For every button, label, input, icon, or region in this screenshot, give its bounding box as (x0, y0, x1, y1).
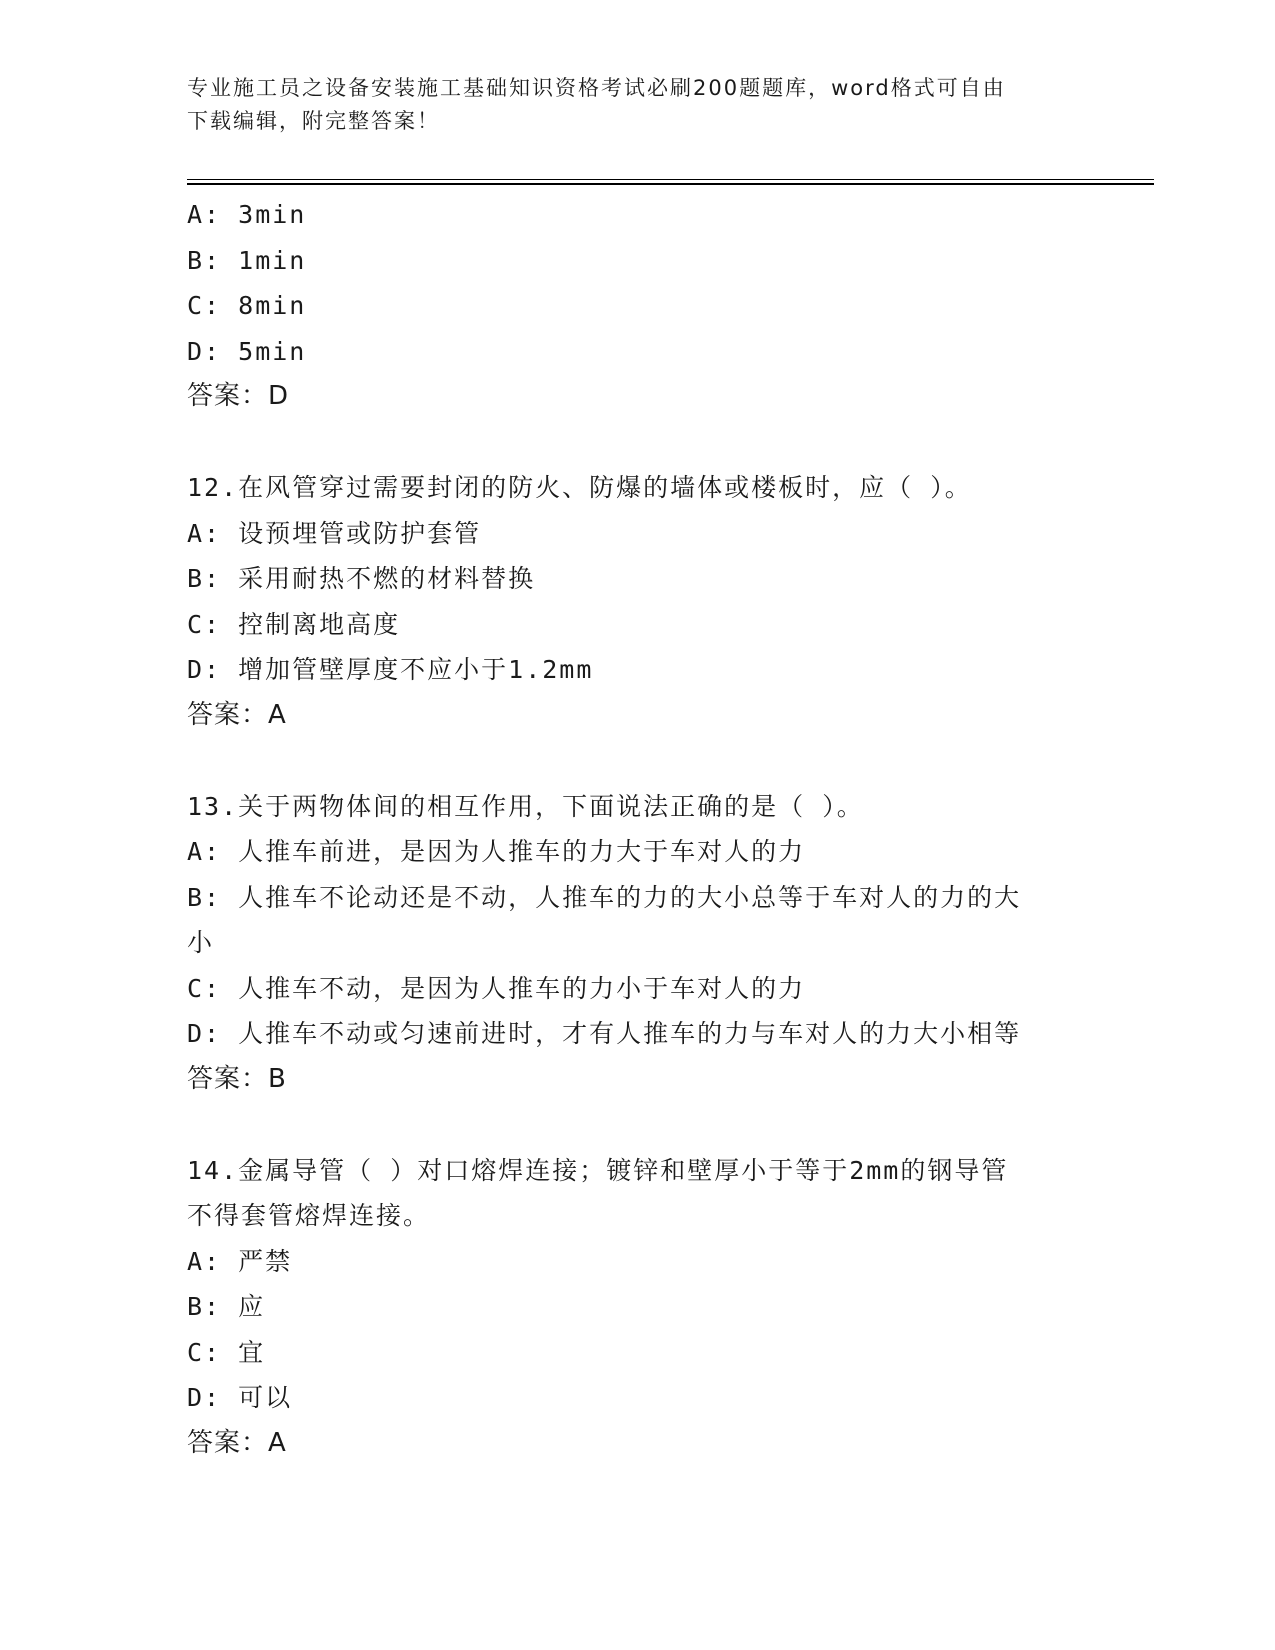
question-text: 13.关于两物体间的相互作用，下面说法正确的是（ ）。 (187, 791, 864, 821)
answer-value: A (268, 1427, 287, 1458)
question-list (187, 192, 1087, 1466)
header-line-2: 下载编辑，附完整答案！ (187, 109, 440, 133)
question-block (187, 1148, 1087, 1467)
question-block (187, 192, 1087, 420)
option-a: A: 设预埋管或防护套管 (187, 518, 482, 548)
option-b: B: 1min (187, 245, 307, 275)
option-b: B: 应 (187, 1292, 266, 1321)
answer-label: 答案： (187, 1427, 269, 1458)
answer-label: 答案： (187, 699, 269, 730)
option-d: D: 人推车不动或匀速前进时，才有人推车的力与车对人的力大小相等 (187, 1019, 1022, 1048)
option-a: A: 人推车前进，是因为人推车的力大于车对人的力 (187, 837, 806, 866)
option-b: B: 人推车不论动还是不动，人推车的力的大小总等于车对人的力的大 (187, 882, 1022, 912)
answer-label: 答案： (187, 381, 269, 411)
option-a: A: 3min (187, 200, 307, 229)
answer-line (187, 693, 1087, 739)
question-text: 12.在风管穿过需要封闭的防火、防爆的墙体或楼板时，应（ ）。 (187, 473, 972, 502)
answer-line (187, 1057, 1087, 1103)
spacer (187, 1102, 1087, 1148)
option-c: C: 宜 (187, 1337, 266, 1367)
header-line-1: 专业施工员之设备安装施工基础知识资格考试必刷200题题库，word格式可自由 (187, 76, 1006, 100)
option-c: C: 控制离地高度 (187, 609, 401, 639)
answer-line (187, 1421, 1087, 1467)
option-d: D: 增加管壁厚度不应小于1.2mm (187, 655, 594, 684)
answer-line (187, 374, 1087, 420)
question-text-continued: 不得套管熔焊连接。 (187, 1201, 431, 1230)
option-a: A: 严禁 (187, 1246, 293, 1276)
header-divider-thin (187, 179, 1154, 180)
document-header (187, 72, 1077, 138)
answer-value: A (268, 699, 287, 730)
question-text: 14.金属导管（ ）对口熔焊连接；镀锌和壁厚小于等于2mm的钢导管 (187, 1155, 1009, 1185)
option-c: C: 人推车不动，是因为人推车的力小于车对人的力 (187, 973, 806, 1003)
spacer (187, 420, 1087, 466)
option-d: D: 5min (187, 336, 307, 366)
option-d: D: 可以 (187, 1383, 293, 1412)
question-block (187, 784, 1087, 1103)
option-c: C: 8min (187, 291, 307, 320)
answer-value: D (268, 381, 290, 411)
answer-label: 答案： (187, 1063, 269, 1094)
header-divider-thick (187, 183, 1154, 185)
option-b-continued: 小 (187, 928, 215, 957)
option-b: B: 采用耐热不燃的材料替换 (187, 564, 536, 593)
spacer (187, 738, 1087, 784)
question-block (187, 465, 1087, 738)
answer-value: B (268, 1063, 287, 1094)
